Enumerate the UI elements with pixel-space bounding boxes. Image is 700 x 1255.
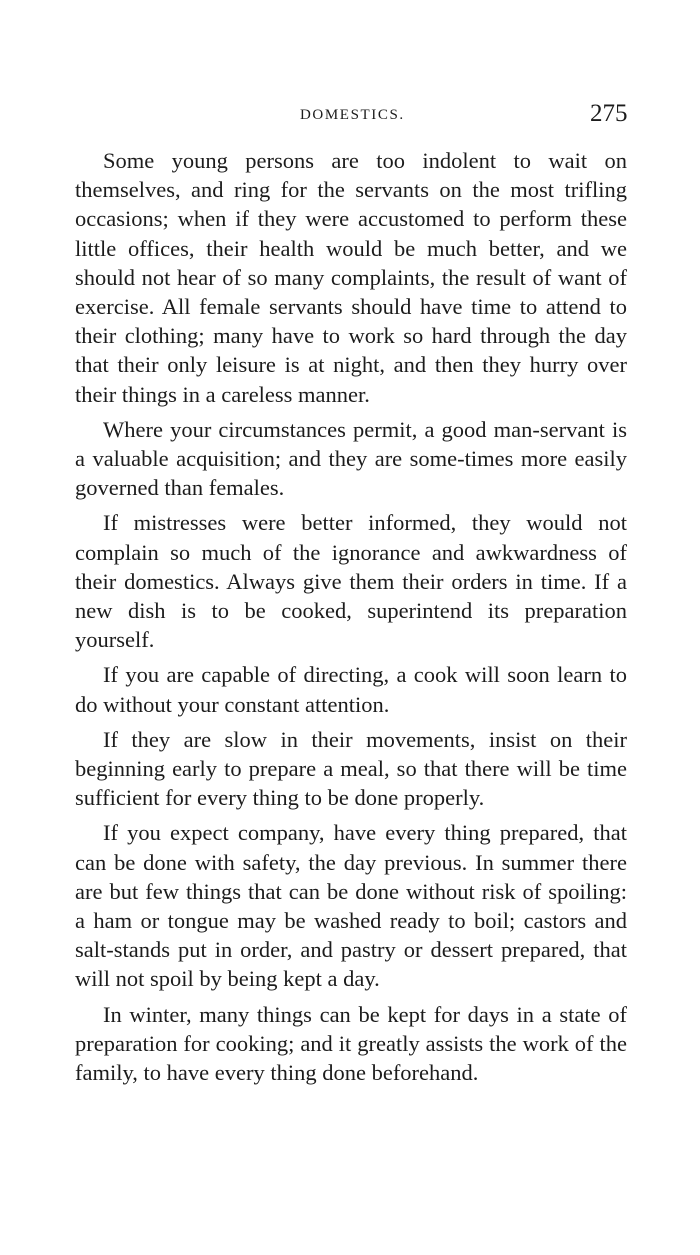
page-number: 275 [590, 100, 628, 127]
paragraph-3: If mistresses were better informed, they would not complain so much of the ignorance and awkwardness of their domestics. Always give them their orders in time. If a new dish is to be cooked, superintend its preparation yourself. [75, 510, 627, 653]
chapter-title: DOMESTICS. [300, 107, 405, 123]
body-text [75, 146, 627, 1087]
paragraph-6: If you expect company, have every thing prepared, that can be done with safety, the day previous. In summer there are but few things that can be done without risk of spoiling: a ham or tongue may be washed ready to boil; castors and salt-stands put in order, and pastry or dessert prepared, that will not spoil by being kept a day. [75, 820, 627, 992]
paragraph-7: In winter, many things can be kept for days in a state of preparation for cooking; and it greatly assists the work of the family, to have every thing done beforehand. [75, 1001, 627, 1086]
paragraph-1: Some young persons are too indolent to wait on themselves, and ring for the servants on the most trifling occasions; when if they were accustomed to perform these little offices, their health would be much better, and we should not hear of so many complaints, the result of want of exercise. All female servants should have time to attend to their clothing; many have to work so hard through the day that their only leisure is at night, and then they hurry over their things in a careless manner. [75, 148, 627, 407]
paragraph-5: If they are slow in their movements, insist on their beginning early to prepare a meal, so that there will be time sufficient for every thing to be done properly. [75, 726, 627, 811]
running-head [0, 100, 700, 133]
paragraph-2: Where your circumstances permit, a good man-servant is a valuable acquisition; and they are some-times more easily governed than females. [75, 416, 627, 501]
paragraph-4: If you are capable of directing, a cook will soon learn to do without your constant attention. [75, 662, 627, 717]
